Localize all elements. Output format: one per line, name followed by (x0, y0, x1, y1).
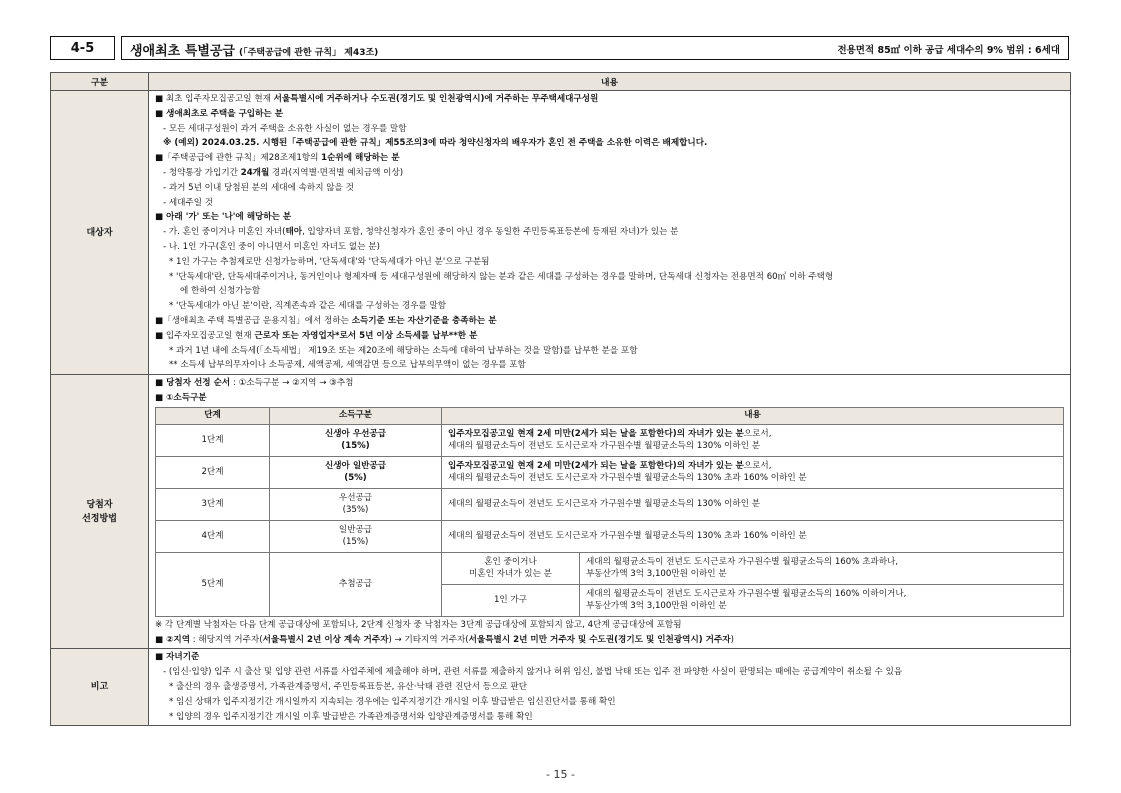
remarks-content (149, 649, 1071, 726)
selection-row (51, 375, 1071, 649)
list-item: * '단독세대가 아닌 분'이란, 직계존속과 같은 세대를 구성하는 경우를 말함 (169, 301, 447, 312)
table-row: 5단계 추첨공급 혼인 중이거나 미혼인 자녀가 있는 분 세대의 월평균소득이 전년도 도시근로자 가구원수별 월평균소득의 160% 초과하나, 부동산가액 3억 3,100만원 이하인 분 (156, 552, 1064, 584)
list-item: - 모든 세대구성원이 과거 주택을 소유한 사실이 없는 경우를 말함 (163, 123, 407, 134)
targets-row (51, 91, 1071, 375)
page-number: - 15 - (546, 768, 575, 781)
header-content: 내용 (149, 73, 1071, 91)
list-item: ■ 자녀기준 (155, 652, 200, 663)
list-item: - 세대주일 것 (163, 197, 214, 208)
sub-table-header (156, 407, 1064, 424)
list-item: * 출산의 경우 출생증명서, 가족관계증명서, 주민등록표등본, 유산·낙태 관련 진단서 등으로 판단 (169, 681, 528, 692)
table-row: 3단계 우선공급 (35%) 세대의 월평균소득이 전년도 도시근로자 가구원수별 월평균소득의 130% 이하인 분 (156, 488, 1064, 520)
table-row: 1단계 신생아 우선공급 (15%) 입주자모집공고일 현재 2세 미만(2세가 되는 날을 포함한다)의 자녀가 있는 분으로서, 세대의 월평균소득이 전년도 도시근로자 가구원수별 월평균소득의 130% 이하인 분 (156, 424, 1064, 456)
list-item: - 과거 5년 이내 당첨된 분의 세대에 속하지 않을 것 (163, 182, 354, 193)
list-item: * 과거 1년 내에 소득세(「소득세법」 제19조 또는 제20조에 해당하는 소득에 대하여 납부하는 것을 말함)를 납부한 분을 포함 (169, 345, 638, 356)
list-item: ■ 당첨자 선정 순서 : ①소득구분 → ②지역 → ③추첨 (155, 378, 354, 389)
header-income-type: 소득구분 (270, 407, 442, 424)
region-criteria: ■ ②지역 : 해당지역 거주자(서울특별시 2년 이상 계속 거주자) → 기타지역 거주자(서울특별시 2년 미만 거주자 및 수도권(경기도 및 인천광역시) 거주자) (155, 634, 734, 645)
selection-content (149, 375, 1071, 649)
table-row: 2단계 신생아 일반공급 (5%) 입주자모집공고일 현재 2세 미만(2세가 되는 날을 포함한다)의 자녀가 있는 분으로서, 세대의 월평균소득이 전년도 도시근로자 가구원수별 월평균소득의 130% 초과 160% 이하인 분 (156, 456, 1064, 488)
list-item: ■ 생애최초로 주택을 구입하는 분 (155, 108, 284, 119)
header-stage: 단계 (156, 407, 270, 424)
list-item: - 청약통장 가입기간 24개월 경과(지역별·면적별 예치금액 이상) (163, 167, 404, 178)
section-header (50, 36, 1071, 60)
section-title: 생애최초 특별공급 (「주택공급에 관한 규칙」 제43조) (130, 44, 379, 59)
stage-note: ※ 각 단계별 낙첨자는 다음 단계 공급대상에 포함되나, 2단계 신청자 중 낙첨자는 3단계 공급대상에 포함되지 않고, 4단계 공급대상에 포함됨 (155, 619, 682, 630)
list-item: ■ 최초 입주자모집공고일 현재 서울특별시에 거주하거나 수도권(경기도 및 인천광역시)에 거주하는 무주택세대구성원 (155, 94, 599, 104)
table-row: 1인 가구 세대의 월평균소득이 전년도 도시근로자 가구원수별 월평균소득의 160% 이하이거나, 부동산가액 3억 3,100만원 이하인 분 (156, 584, 1064, 616)
list-item: - 가. 혼인 중이거나 미혼인 자녀(태아, 입양자녀 포함, 청약신청자가 혼인 중이 아닌 경우 동일한 주민등록표등본에 등재된 자녀)가 있는 분 (163, 227, 679, 238)
remarks-label: 비고 (51, 649, 149, 726)
list-item: - (임신·입양) 입주 시 출산 및 입양 관련 서류를 사업주체에 제출해야 하며, 관련 서류를 제출하지 않거나 허위 임신, 불법 낙태 또는 입주 전 파양한 사실이 판명되는 때에는 공급계약이 취소될 수 있음 (163, 667, 903, 678)
header-category: 구분 (51, 73, 149, 91)
list-item: * 입양의 경우 입주지정기간 개시일 이후 발급받은 가족관계증명서와 입양관계증명서를 통해 확인 (169, 711, 533, 722)
section-number: 4-5 (50, 36, 115, 60)
list-item: ■ 아래 '가' 또는 '나'에 해당하는 분 (155, 212, 292, 223)
list-item: ** 소득세 납부의무자이나 소득공제, 세액공제, 세액감면 등으로 납부의무액이 없는 경우를 포함 (169, 360, 526, 371)
list-item: ■「주택공급에 관한 규칙」제28조제1항의 1순위에 해당하는 분 (155, 153, 400, 164)
list-item: * '단독세대'란, 단독세대주이거나, 동거인이나 형제자매 등 세대구성원에 해당하지 않는 분과 같은 세대를 구성하는 경우를 말하며, 단독세대 신청자는 전용면적 60㎡ 이하 주택형 (169, 271, 834, 282)
income-stage-table (155, 407, 1064, 617)
table-row: 4단계 일반공급 (15%) 세대의 월평균소득이 전년도 도시근로자 가구원수별 월평균소득의 130% 초과 160% 이하인 분 (156, 520, 1064, 552)
supply-range-text: 전용면적 85㎡ 이하 공급 세대수의 9% 범위 : 6세대 (837, 45, 1060, 56)
list-item: - 나. 1인 가구(혼인 중이 아니면서 미혼인 자녀도 없는 분) (163, 241, 380, 252)
list-item: ■「생애최초 주택 특별공급 운용지침」에서 정하는 소득기준 또는 자산기준을 충족하는 분 (155, 315, 497, 326)
list-item: * 1인 가구는 추첨제로만 신청가능하며, '단독세대'와 '단독세대가 아닌 분'으로 구분됨 (169, 256, 490, 267)
list-item: ■ 입주자모집공고일 현재 근로자 또는 자영업자*로서 5년 이상 소득세를 납부**한 분 (155, 330, 478, 341)
list-item: ※ (예외) 2024.03.25. 시행된「주택공급에 관한 규칙」제55조의3에 따라 청약신청자의 배우자가 혼인 전 주택을 소유한 이력은 배제합니다. (163, 138, 708, 149)
targets-label: 대상자 (51, 91, 149, 375)
selection-label: 당첨자 선정방법 (51, 375, 149, 649)
table-header-row (51, 73, 1071, 91)
section-subtitle: (「주택공급에 관한 규칙」 제43조) (239, 48, 379, 58)
list-item: ■ ①소득구분 (155, 392, 207, 403)
remarks-row (51, 649, 1071, 726)
targets-content (149, 91, 1071, 375)
header-sub-content: 내용 (442, 407, 1064, 424)
main-table (50, 72, 1071, 726)
list-item: * 임신 상태가 입주지정기간 개시일까지 지속되는 경우에는 입주지정기간 개시일 이후 발급받은 임신진단서를 통해 확인 (169, 696, 616, 707)
section-title-box (121, 36, 1069, 60)
list-item: 에 한하여 신청가능함 (180, 286, 261, 297)
